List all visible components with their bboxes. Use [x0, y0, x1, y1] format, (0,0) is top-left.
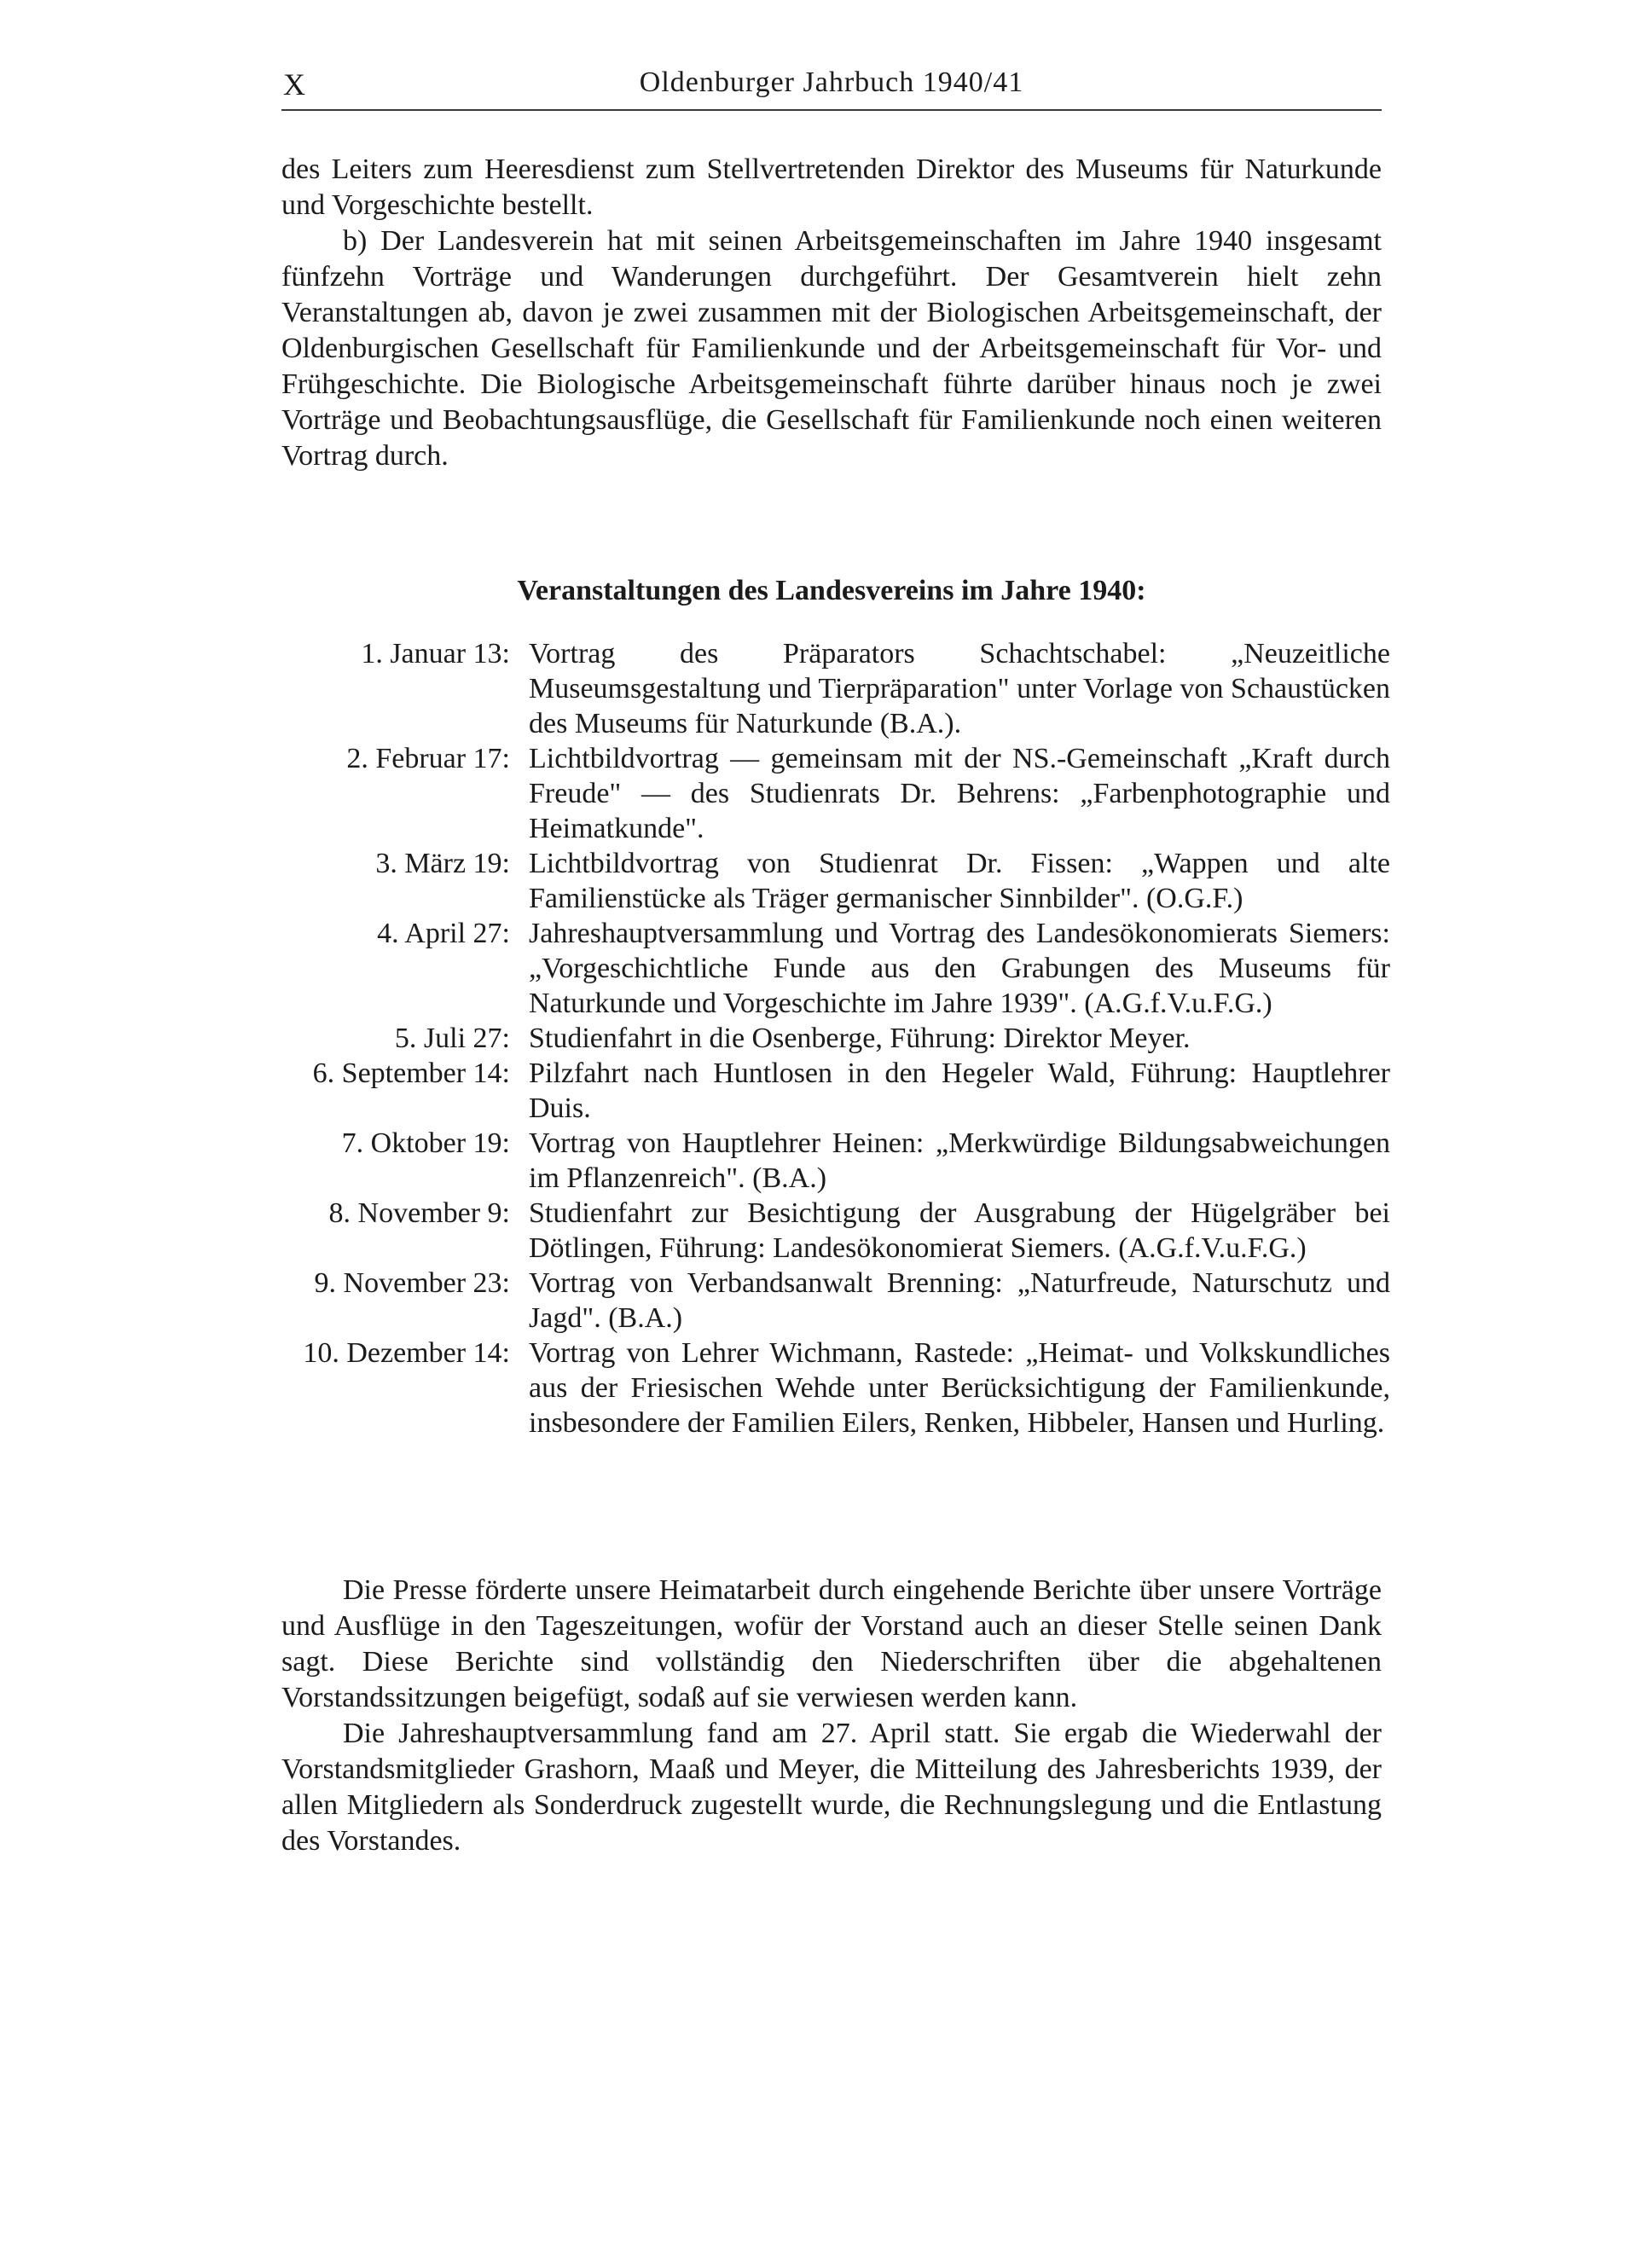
- event-item: [281, 846, 1390, 916]
- continuation-paragraph: des Leiters zum Heeresdienst zum Stellvertretenden Direktor des Museums für Naturkunde und Vorgeschichte bestellt.: [281, 154, 1382, 221]
- closing-text: [281, 1573, 1382, 1859]
- events-heading: Veranstaltungen des Landesvereins im Jahre 1940:: [517, 575, 1146, 606]
- event-description: Vortrag von Verbandsanwalt Brenning: „Naturfreude, Naturschutz und Jagd". (B.A.): [529, 1267, 1390, 1334]
- event-date: 9. November 23:: [314, 1267, 510, 1299]
- event-item: [281, 1266, 1390, 1336]
- page-folio: X: [283, 67, 306, 101]
- annual-meeting-paragraph: Die Jahreshauptversammlung fand am 27. April statt. Sie ergab die Wiederwahl der Vorstandsmitglieder Grashorn, Maaß und Meyer, die Mitteilung des Jahresberichts 1939, der allen Mitgliedern als Sonderdruck zugestellt wurde, die Rechnungslegung und die Entlastung des Vorstandes.: [281, 1718, 1382, 1857]
- event-description: Lichtbildvortrag von Studienrat Dr. Fissen: „Wappen und alte Familienstücke als Träger germanischer Sinnbilder". (O.G.F.): [529, 848, 1390, 914]
- event-item: [281, 1196, 1390, 1266]
- event-item: [281, 1021, 1390, 1056]
- event-description: Studienfahrt zur Besichtigung der Ausgrabung der Hügelgräber bei Dötlingen, Führung: Landesökonomierat Siemers. (A.G.f.V.u.F.G.): [529, 1197, 1390, 1264]
- event-description: Pilzfahrt nach Huntlosen in den Hegeler Wald, Führung: Hauptlehrer Duis.: [529, 1058, 1390, 1124]
- journal-title: Oldenburger Jahrbuch 1940/41: [639, 67, 1024, 98]
- event-item: [281, 636, 1390, 741]
- event-description: Jahreshauptversammlung und Vortrag des Landesökonomierats Siemers: „Vorgeschichtliche Funde aus den Grabungen des Museums für Naturkunde und Vorgeschichte im Jahre 1939". (A.G.f.V.u.F.G.): [529, 918, 1390, 1019]
- event-date: 7. Oktober 19:: [341, 1127, 510, 1159]
- event-date: 5. Juli 27:: [394, 1023, 510, 1054]
- intro-text: [281, 152, 1382, 474]
- events-list: [281, 636, 1390, 1440]
- event-item: [281, 1056, 1390, 1126]
- event-item: [281, 1126, 1390, 1196]
- running-head: [281, 67, 1382, 111]
- event-date: 3. März 19:: [375, 848, 510, 879]
- press-paragraph: Die Presse förderte unsere Heimatarbeit durch eingehende Berichte über unsere Vorträge und Ausflüge in den Tageszeitungen, wofür der Vorstand auch an dieser Stelle seinen Dank sagt. Diese Berichte sind vollständig den Niederschriften über die abgehaltenen Vorstandssitzungen beigefügt, sodaß auf sie verwiesen werden kann.: [281, 1574, 1382, 1713]
- event-item: [281, 1336, 1390, 1440]
- event-date: 6. September 14:: [312, 1058, 510, 1089]
- event-item: [281, 916, 1390, 1021]
- event-description: Vortrag von Lehrer Wichmann, Rastede: „Heimat- und Volkskundliches aus der Friesischen Wehde unter Berücksichtigung der Familienkunde, insbesondere der Familien Eilers, Renken, Hibbeler, Hansen und Hurling.: [529, 1337, 1390, 1439]
- event-date: 2. Februar 17:: [346, 743, 510, 774]
- paragraph-b: b) Der Landesverein hat mit seinen Arbeitsgemeinschaften im Jahre 1940 insgesamt fünfzehn Vorträge und Wanderungen durchgeführt. Der Gesamtverein hielt zehn Veranstaltungen ab, davon je zwei zusammen mit der Biologischen Arbeitsgemeinschaft, der Oldenburgischen Gesellschaft für Familienkunde und der Arbeitsgemeinschaft für Vor- und Frühgeschichte. Die Biologische Arbeitsgemeinschaft führte darüber hinaus noch je zwei Vorträge und Beobachtungsausflüge, die Gesellschaft für Familienkunde noch einen weiteren Vortrag durch.: [281, 225, 1382, 472]
- event-date: 10. Dezember 14:: [303, 1337, 510, 1369]
- event-description: Lichtbildvortrag — gemeinsam mit der NS.-Gemeinschaft „Kraft durch Freude" — des Studienrats Dr. Behrens: „Farbenphotographie und Heimatkunde".: [529, 743, 1390, 844]
- event-item: [281, 741, 1390, 846]
- event-description: Vortrag des Präparators Schachtschabel: „Neuzeitliche Museumsgestaltung und Tierpräparation" unter Vorlage von Schaustücken des Museums für Naturkunde (B.A.).: [529, 638, 1390, 739]
- event-description: Studienfahrt in die Osenberge, Führung: Direktor Meyer.: [529, 1023, 1191, 1054]
- event-description: Vortrag von Hauptlehrer Heinen: „Merkwürdige Bildungsabweichungen im Pflanzenreich". (B.A.): [529, 1127, 1390, 1194]
- event-date: 4. April 27:: [377, 918, 510, 949]
- event-date: 8. November 9:: [328, 1197, 510, 1229]
- event-date: 1. Januar 13:: [361, 638, 510, 669]
